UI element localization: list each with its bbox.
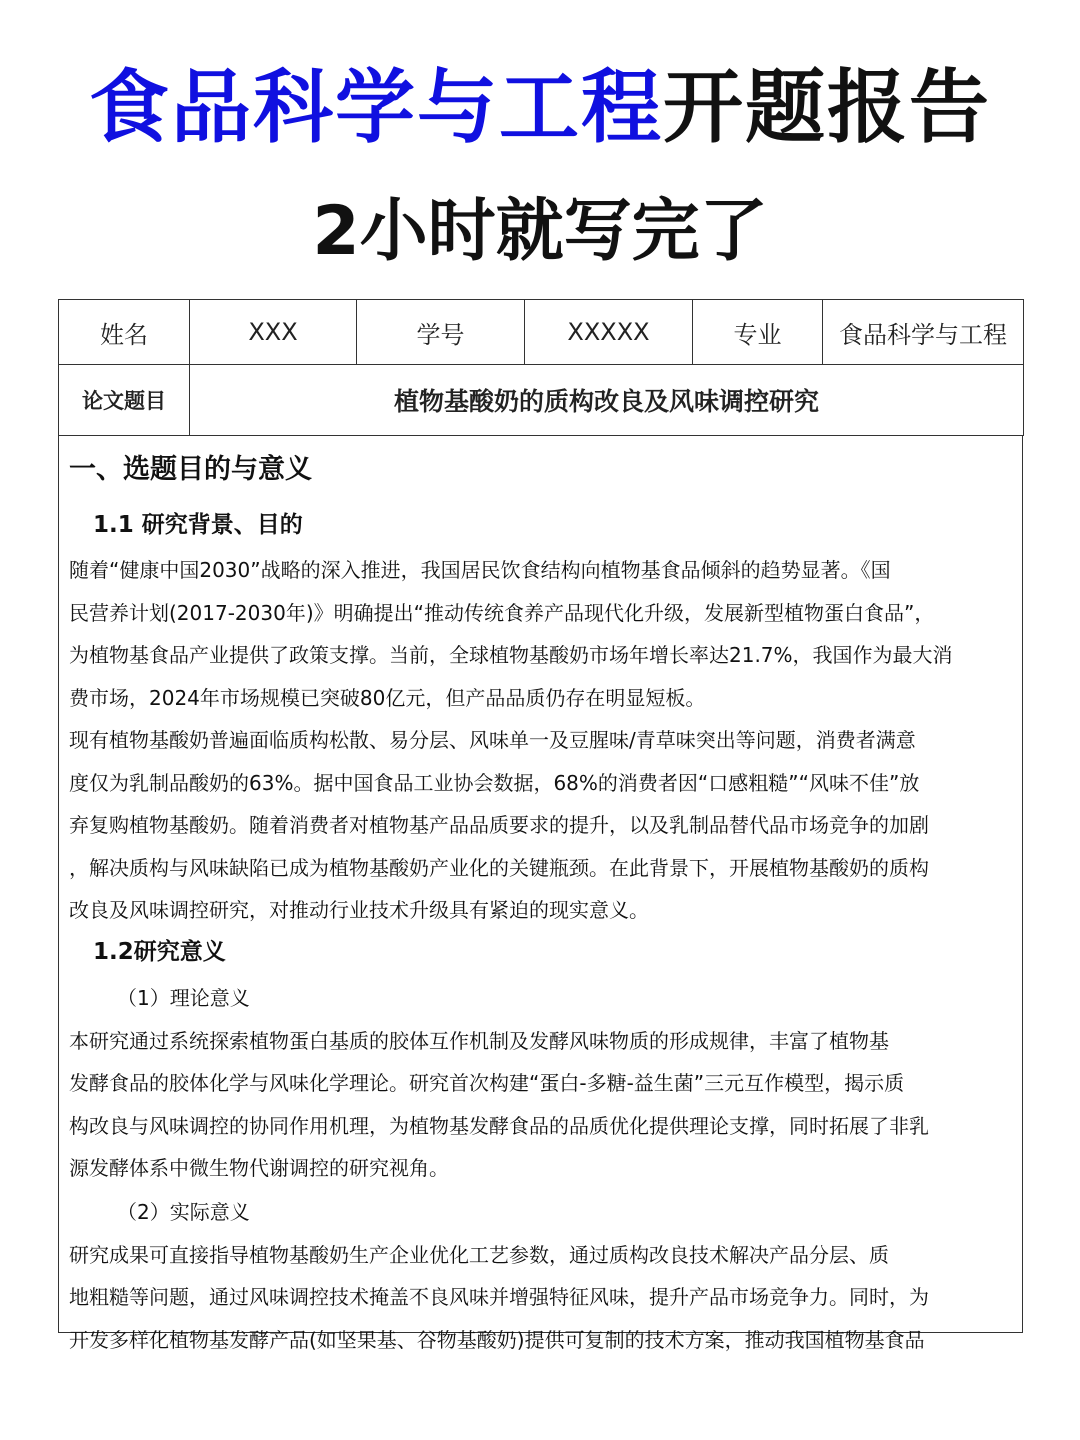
text-line: 开发多样化植物基发酵产品(如坚果基、谷物基酸奶)提供可复制的技术方案，推动我国植物基食品 <box>69 1327 925 1352</box>
text-line: ，解决质构与风味缺陷已成为植物基酸奶产业化的关键瓶颈。在此背景下，开展植物基酸奶的质构 <box>69 855 929 880</box>
subsection-heading-background: 1.1 研究背景、目的 <box>93 512 303 538</box>
sub-subsection-heading-practice: （2）实际意义 <box>117 1199 250 1224</box>
paragraph-background-2 <box>69 719 1014 932</box>
text-line: 源发酵体系中微生物代谢调控的研究视角。 <box>69 1156 449 1180</box>
name-label: 姓名 <box>59 300 190 365</box>
text-line: 构改良与风味调控的协同作用机理，为植物基发酵食品的品质优化提供理论支撑，同时拓展了非乳 <box>69 1113 929 1138</box>
report-body <box>58 435 1023 1352</box>
info-table <box>58 299 1024 436</box>
text-line: 现有植物基酸奶普遍面临质构松散、易分层、风味单一及豆腥味/青草味突出等问题，消费者满意 <box>69 728 916 752</box>
main-title-blue: 食品科学与工程 <box>89 61 663 154</box>
paragraph-practice <box>69 1234 1014 1362</box>
major-label: 专业 <box>693 300 823 365</box>
main-title-black: 开题报告 <box>663 61 991 154</box>
text-line: 研究成果可直接指导植物基酸奶生产企业优化工艺参数，通过质构改良技术解决产品分层、质 <box>69 1242 889 1267</box>
subtitle: 2小时就写完了 <box>312 192 768 271</box>
student-id-value: XXXXX <box>525 300 693 365</box>
major-value: 食品科学与工程 <box>823 300 1024 365</box>
sub-subsection-heading-theory: （1）理论意义 <box>117 985 250 1010</box>
student-id-label: 学号 <box>357 300 525 365</box>
text-line: 民营养计划(2017-2030年)》明确提出“推动传统食养产品现代化升级，发展新型植物蛋白食品”， <box>69 600 935 625</box>
paragraph-theory <box>69 1020 1014 1190</box>
section-heading: 一、选题目的与意义 <box>69 454 312 485</box>
text-line: 为植物基食品产业提供了政策支撑。当前，全球植物基酸奶市场年增长率达21.7%，我国作为最大消 <box>69 643 953 667</box>
name-value: XXX <box>190 300 357 365</box>
text-line: 费市场，2024年市场规模已突破80亿元，但产品品质仍存在明显短板。 <box>69 685 706 710</box>
text-line: 弃复购植物基酸奶。随着消费者对植物基产品品质要求的提升，以及乳制品替代品市场竞争的加剧 <box>69 813 929 837</box>
text-line: 本研究通过系统探索植物蛋白基质的胶体互作机制及发酵风味物质的形成规律，丰富了植物基 <box>69 1028 889 1053</box>
text-line: 发酵食品的胶体化学与风味化学理论。研究首次构建“蛋白-多糖-益生菌”三元互作模型，揭示质 <box>69 1071 905 1095</box>
text-line: 地粗糙等问题，通过风味调控技术掩盖不良风味并增强特征风味，提升产品市场竞争力。同时，为 <box>69 1285 929 1309</box>
paragraph-background-1 <box>69 549 1014 719</box>
topic-value: 植物基酸奶的质构改良及风味调控研究 <box>190 365 1024 436</box>
text-line: 度仅为乳制品酸奶的63%。据中国食品工业协会数据，68%的消费者因“口感粗糙”“风味不佳”放 <box>69 770 920 795</box>
main-title <box>0 58 1080 158</box>
topic-label: 论文题目 <box>59 365 190 436</box>
subsection-heading-significance: 1.2研究意义 <box>93 938 226 965</box>
text-line: 改良及风味调控研究，对推动行业技术升级具有紧迫的现实意义。 <box>69 898 649 922</box>
text-line: 随着“健康中国2030”战略的深入推进，我国居民饮食结构向植物基食品倾斜的趋势显著。《国 <box>69 558 891 582</box>
